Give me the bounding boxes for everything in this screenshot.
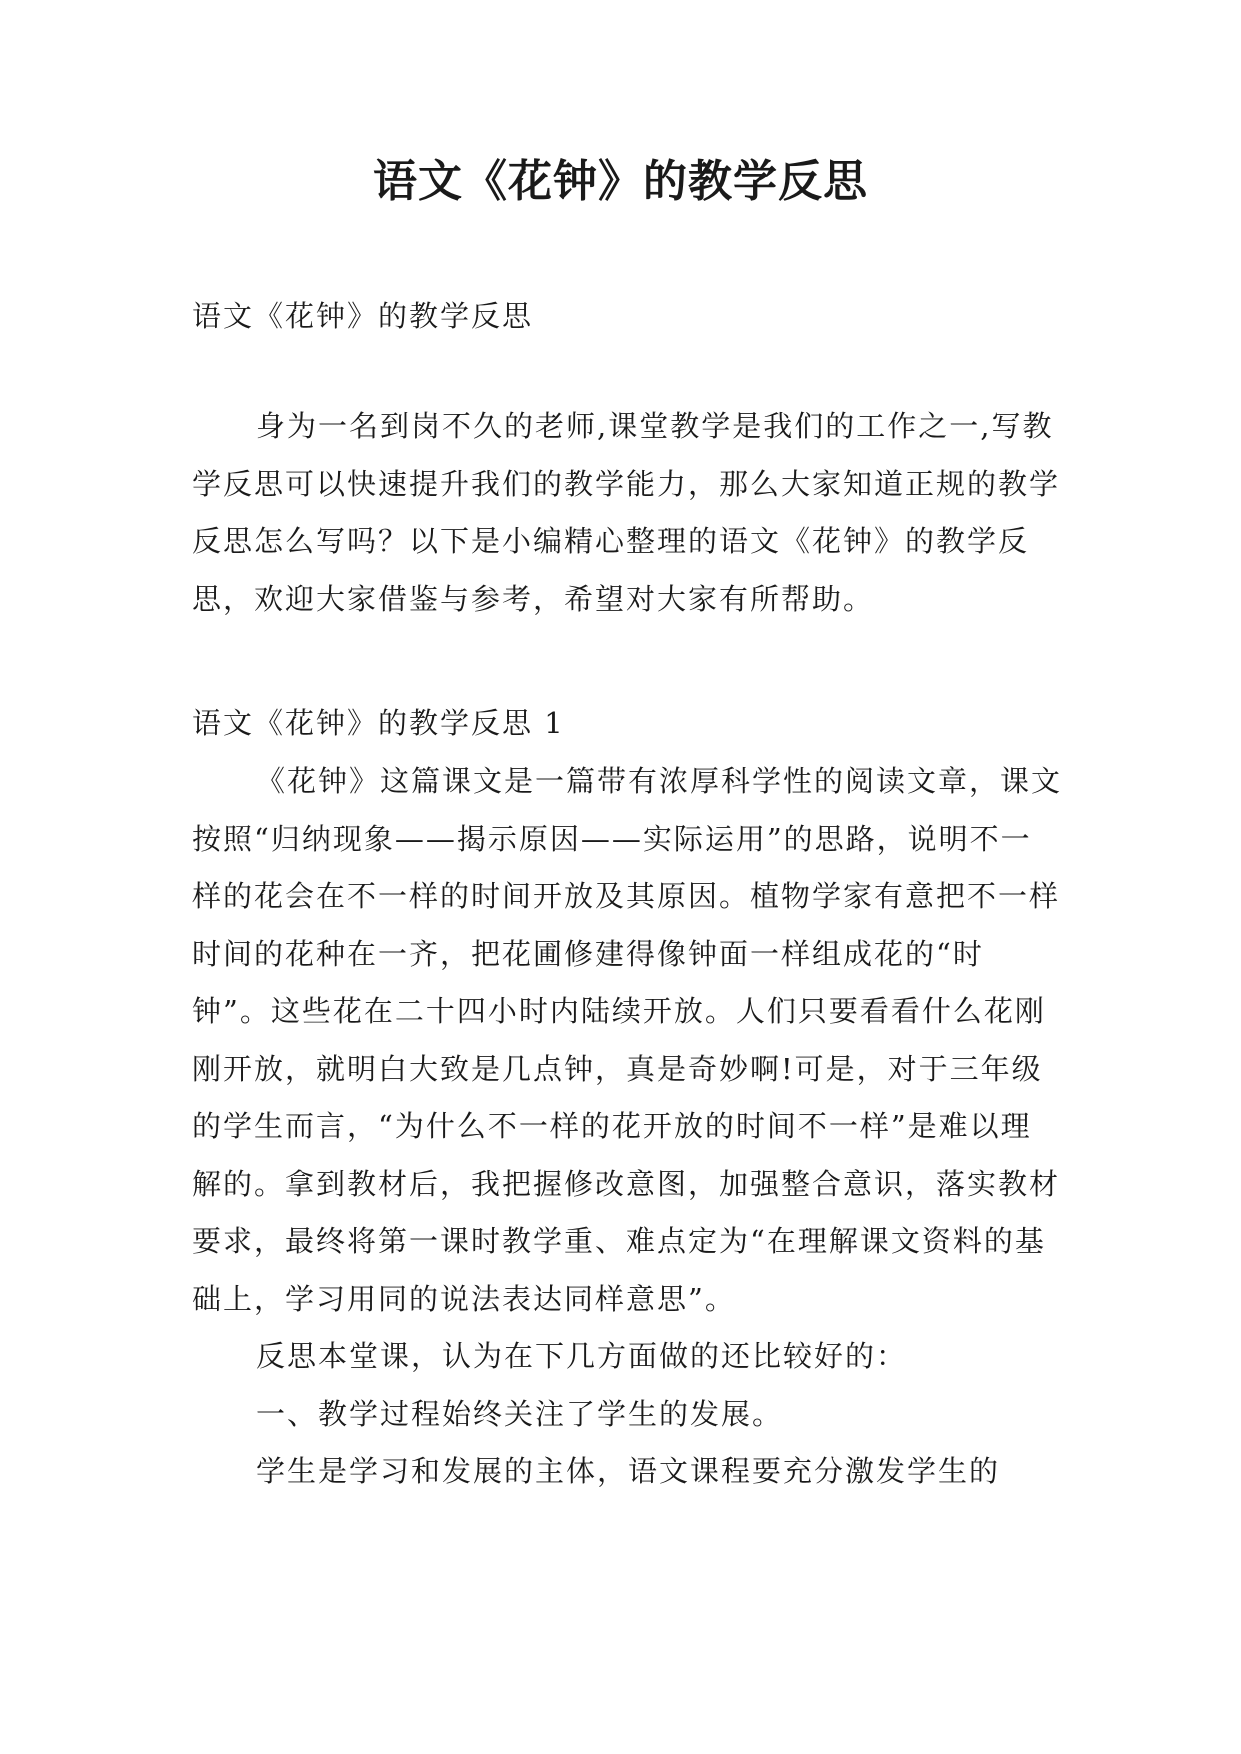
body-paragraph: 学生是学习和发展的主体，语文课程要充分激发学生的 — [256, 1454, 1001, 1488]
body-paragraph: 反思本堂课，认为在下几方面做的还比较好的： — [256, 1339, 908, 1373]
intro-paragraph: 身为一名到岗不久的老师,课堂教学是我们的工作之一,写教学反思可以快速提升我们的教学能力，那么大家知道正规的教学反思怎么写吗？以下是小编精心整理的语文《花钟》的教学反思，欢迎大家借鉴与参考，希望对大家有所帮助。 — [192, 409, 1061, 616]
section-heading: 语文《花钟》的教学反思 1 — [192, 706, 565, 740]
body-paragraph: 《花钟》这篇课文是一篇带有浓厚科学性的阅读文章，课文按照“归纳现象——揭示原因——实际运用”的思路，说明不一样的花会在不一样的时间开放及其原因。植物学家有意把不一样时间的花种在一齐，把花圃修建得像钟面一样组成花的“时钟”。这些花在二十四小时内陆续开放。人们只要看看什么花刚刚开放，就明白大致是几点钟，真是奇妙啊!可是，对于三年级的学生而言，“为什么不一样的花开放的时间不一样”是难以理解的。拿到教材后，我把握修改意图，加强整合意识，落实教材要求，最终将第一课时教学重、难点定为“在理解课文资料的基础上，学习用同的说法表达同样意思”。 — [192, 764, 1063, 1316]
document-title: 语文《花钟》的教学反思 — [373, 156, 868, 207]
section-body — [192, 753, 1062, 1501]
body-paragraph: 一、教学过程始终关注了学生的发展。 — [256, 1396, 784, 1431]
document-subtitle: 语文《花钟》的教学反思 — [192, 299, 534, 333]
